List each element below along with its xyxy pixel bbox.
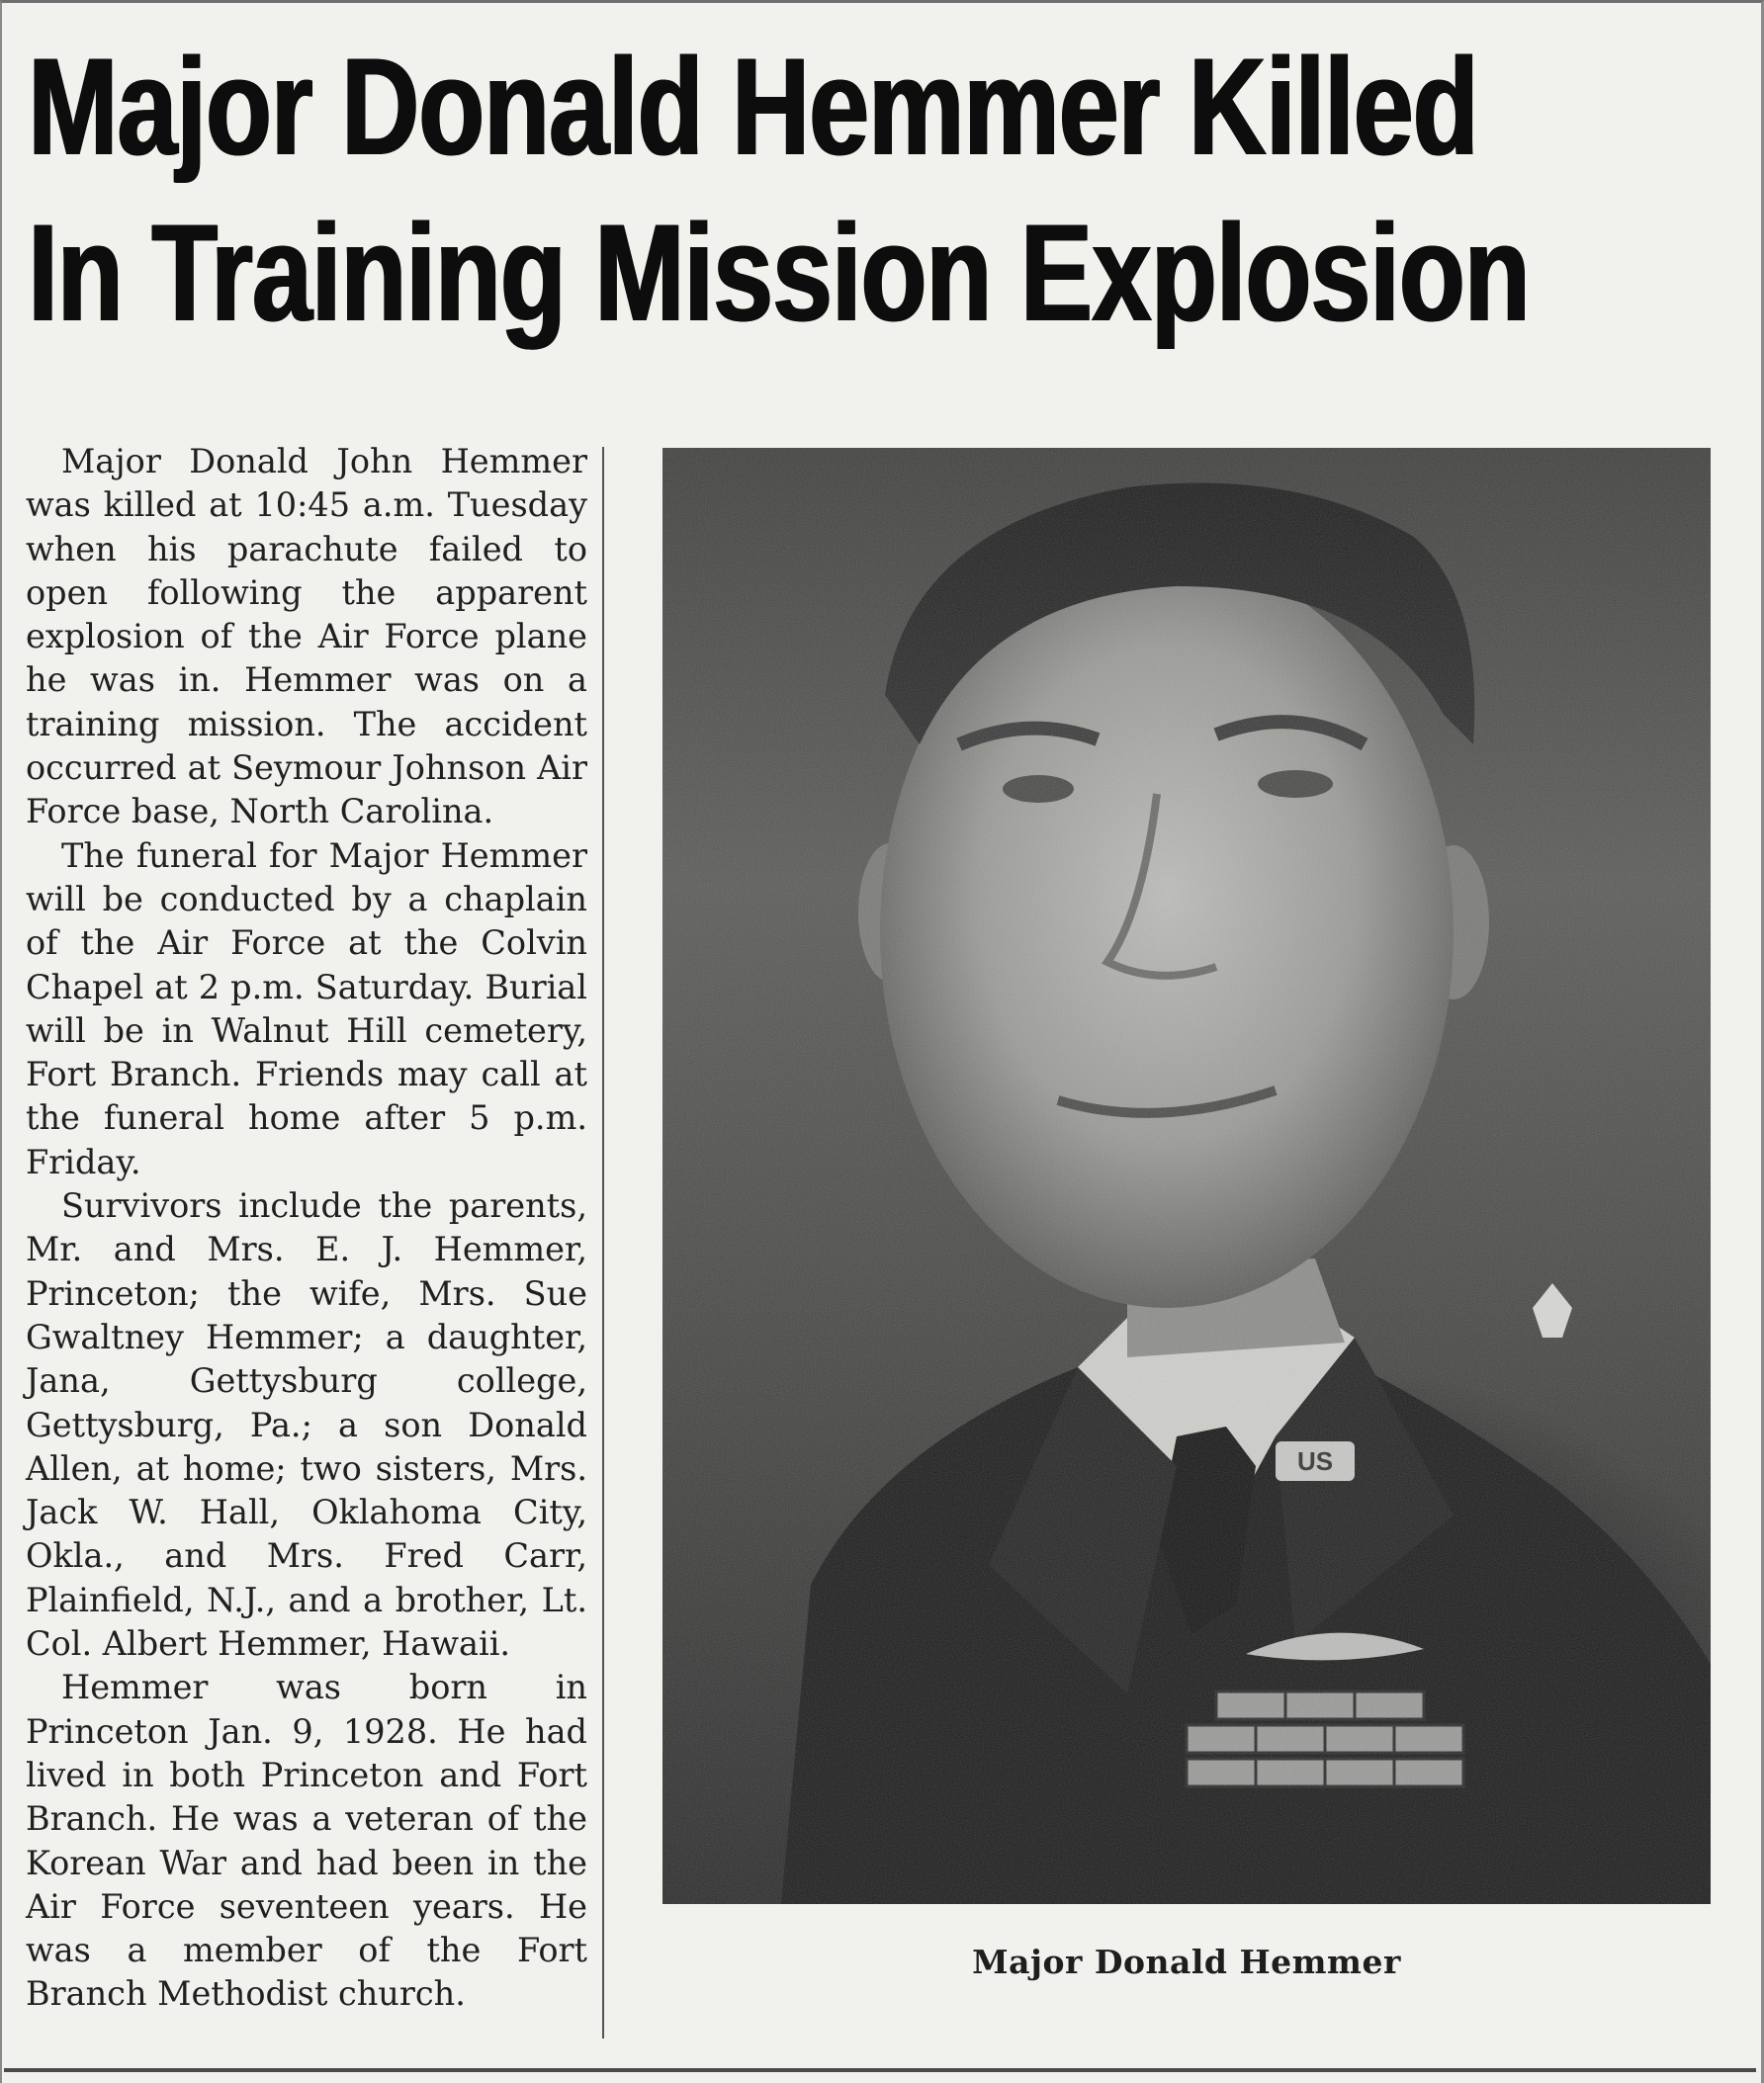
bottom-rule (4, 2068, 1756, 2072)
paragraph-3: Survivors include the parents, Mr. and Mrs. E. J. Hemmer, Princeton; the wife, Mrs. Sue Gwaltney Hemmer; a daughter, Jana, Gettysburg college, Gettysburg, Pa.; a son Donald Allen, at home; two sisters, Mrs. Jack W. Hall, Oklahoma City, Okla., and Mrs. Fred Carr, Plainfield, N.J., and a brother, Lt. Col. Albert Hemmer, Hawaii. (26, 1186, 587, 1664)
portrait-photo (662, 448, 1711, 1904)
photo-caption: Major Donald Hemmer (972, 1943, 1401, 1981)
paragraph-1: Major Donald John Hemmer was killed at 10:45 a.m. Tuesday when his parachute failed to open following the apparent explosion of the Air Force plane he was in. Hemmer was on a training mission. The accident occurred at Seymour Johnson Air Force base, North Carolina. (26, 442, 587, 831)
portrait-illustration (662, 448, 1711, 1904)
headline-line-2: In Training Mission Explosion (28, 195, 1530, 350)
headline-line-1: Major Donald Hemmer Killed (28, 29, 1478, 184)
paragraph-2: The funeral for Major Hemmer will be conducted by a chaplain of the Air Force at the Colvin Chapel at 2 p.m. Saturday. Burial will be in Walnut Hill cemetery, Fort Branch. Friends may call at the funeral home after 5 p.m. Friday. (26, 835, 587, 1181)
headline (28, 24, 1530, 356)
article-body (26, 440, 587, 2017)
paragraph-4: Hemmer was born in Princeton Jan. 9, 1928. He had lived in both Princeton and Fort Branch. He was a veteran of the Korean War and had been in the Air Force seventeen years. He was a member of the Fort Branch Methodist church. (26, 1668, 587, 2014)
column-rule (602, 447, 604, 2039)
